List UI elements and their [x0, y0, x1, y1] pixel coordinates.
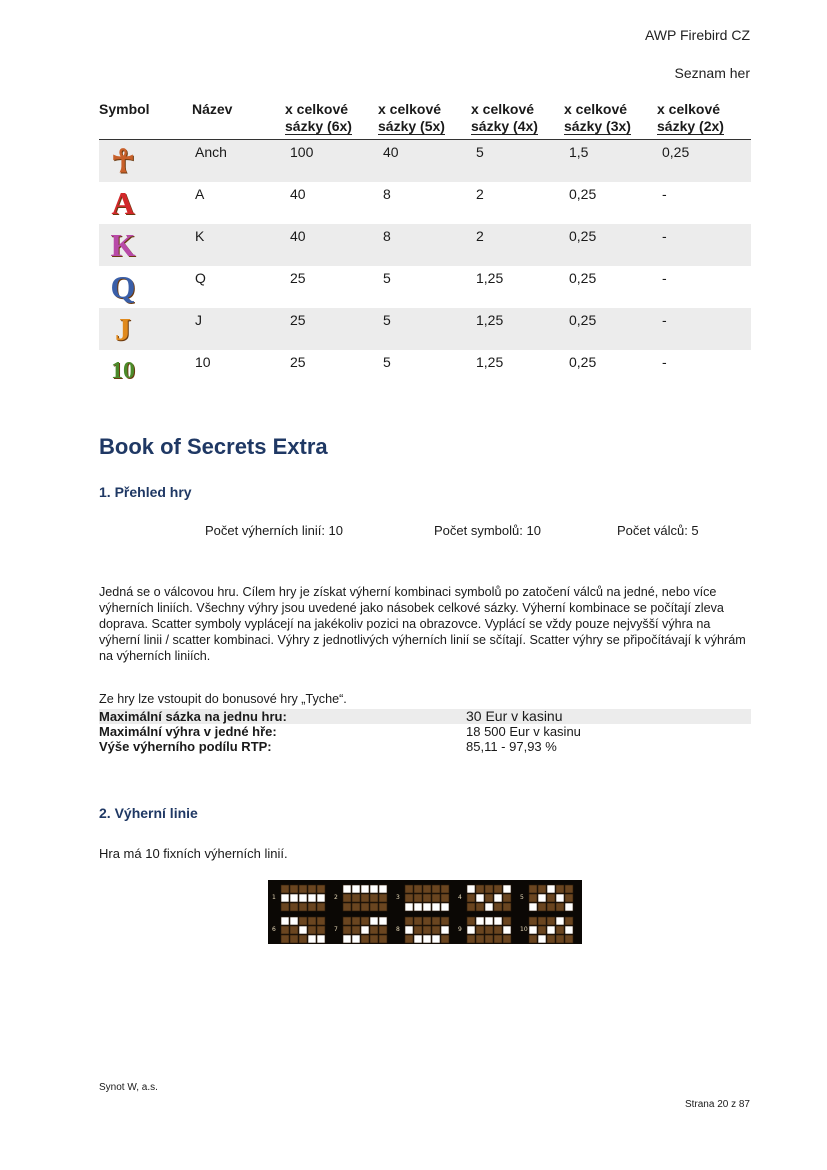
payline-cell-active [423, 935, 431, 943]
payout-v6: 25 [285, 308, 378, 350]
payline-cell [423, 885, 431, 893]
payout-v6: 40 [285, 224, 378, 266]
payout-v5: 40 [378, 140, 471, 183]
payline-cell-active [281, 894, 289, 902]
info-row [99, 724, 751, 739]
payline-cell [308, 885, 316, 893]
payline-cell-active [565, 926, 573, 934]
payline-cell-active [565, 903, 573, 911]
payline-cell [503, 894, 511, 902]
payline-cell [556, 903, 564, 911]
payline-cell-active [494, 894, 502, 902]
payout-v4: 2 [476, 186, 484, 202]
payline-cell [467, 903, 475, 911]
payline-cell [317, 903, 325, 911]
payline-cell [538, 926, 546, 934]
payline-cell [299, 885, 307, 893]
payline-cell [414, 926, 422, 934]
payline-cell-active [405, 926, 413, 934]
letter-j-icon: J [115, 310, 131, 347]
payline-cell [494, 885, 502, 893]
payline-cell-active [308, 894, 316, 902]
payline-cell [538, 917, 546, 925]
footer-company: Synot W, a.s. [99, 1082, 158, 1093]
letter-a-icon: A [111, 184, 135, 221]
payline-cell [308, 926, 316, 934]
payline-cell [476, 885, 484, 893]
payline-cell-active [361, 926, 369, 934]
payline-cell [529, 894, 537, 902]
payline-cell [503, 917, 511, 925]
payline-cell-active [538, 894, 546, 902]
payline-cell [538, 903, 546, 911]
payline-cell-active [538, 935, 546, 943]
payline-cell [556, 935, 564, 943]
lines-heading: 2. Výherní linie [99, 805, 198, 821]
paytable-row [99, 350, 751, 392]
payline-cell [343, 926, 351, 934]
symbol-cell [99, 224, 192, 266]
payout-v5: 8 [383, 186, 391, 202]
payline-cell [343, 903, 351, 911]
payline-cell-active [441, 903, 449, 911]
info-value: 18 500 Eur v kasinu [466, 724, 581, 739]
symbol-cell [99, 350, 192, 392]
payline-cell [317, 926, 325, 934]
symbol-cell [99, 266, 192, 308]
payline-cell [317, 917, 325, 925]
payline-cell [485, 926, 493, 934]
payline-cell [547, 903, 555, 911]
payline-number: 3 [396, 894, 400, 901]
payline-cell [343, 917, 351, 925]
payline-cell-active [556, 917, 564, 925]
payline-cell-active [467, 926, 475, 934]
col-3x: x celkové sázky (3x) [564, 101, 631, 134]
payline-cell [432, 926, 440, 934]
payline-cell [370, 926, 378, 934]
payline-cell-active [352, 885, 360, 893]
payline-cell-active [379, 885, 387, 893]
payline-cell-active [317, 894, 325, 902]
payline-cell [352, 926, 360, 934]
symbol-cell [99, 182, 192, 224]
col-2x: x celkové sázky (2x) [657, 101, 724, 134]
payout-v2: 0,25 [657, 140, 751, 183]
col-name: Název [192, 101, 233, 117]
footer-page: Strana 20 z 87 [684, 1099, 750, 1110]
payline-cell [405, 935, 413, 943]
payline-cell-active [343, 935, 351, 943]
payline-cell-active [494, 917, 502, 925]
info-label: Maximální sázka na jednu hru: [99, 709, 466, 724]
payline-cell [361, 894, 369, 902]
number-10-icon: 10 [111, 357, 135, 384]
payline-8 [396, 917, 449, 943]
payline-cell-active [370, 885, 378, 893]
payline-number: 8 [396, 926, 400, 933]
payout-v2: - [662, 354, 667, 370]
payline-cell-active [343, 885, 351, 893]
payline-cell-active [370, 917, 378, 925]
payline-cell [299, 935, 307, 943]
payout-v3: 0,25 [564, 224, 657, 266]
info-row [99, 709, 751, 724]
payline-cell [441, 935, 449, 943]
payline-cell [476, 935, 484, 943]
payline-cell [485, 935, 493, 943]
symbol-cell [99, 140, 192, 183]
payline-cell-active [503, 926, 511, 934]
payline-cell [547, 917, 555, 925]
payline-cell [485, 885, 493, 893]
payline-cell-active [317, 935, 325, 943]
payline-cell [529, 885, 537, 893]
payline-cell [370, 935, 378, 943]
info-value: 85,11 - 97,93 % [466, 739, 557, 754]
payline-cell [290, 935, 298, 943]
payline-cell [476, 926, 484, 934]
payline-cell [361, 935, 369, 943]
payline-cell [423, 926, 431, 934]
payline-cell [343, 894, 351, 902]
header-company: AWP Firebird CZ [644, 27, 750, 43]
info-row [99, 739, 751, 754]
col-symbol: Symbol [99, 101, 150, 117]
payline-cell [423, 894, 431, 902]
payline-cell [565, 935, 573, 943]
col-5x: x celkové sázky (5x) [378, 101, 445, 134]
payline-cell-active [467, 885, 475, 893]
stat-symbols: Počet symbolů: 10 [434, 523, 541, 538]
payout-v3: 1,5 [564, 140, 657, 183]
payout-v5: 5 [378, 308, 471, 350]
payline-cell [467, 935, 475, 943]
payline-9 [458, 917, 511, 943]
payline-cell [503, 903, 511, 911]
payline-cell [317, 885, 325, 893]
paytable-row [99, 224, 751, 266]
payline-cell [281, 903, 289, 911]
payline-cell-active [290, 894, 298, 902]
col-4x: x celkové sázky (4x) [471, 101, 538, 134]
payline-cell-active [414, 903, 422, 911]
symbol-name: Q [195, 270, 206, 286]
payout-v6: 25 [290, 270, 306, 286]
payline-cell [432, 917, 440, 925]
payline-cell [414, 885, 422, 893]
payline-cell-active [503, 885, 511, 893]
payline-number: 10 [520, 926, 528, 933]
payline-cell [281, 885, 289, 893]
payline-cell [290, 885, 298, 893]
symbol-name: 10 [195, 354, 211, 370]
paytable-row [99, 182, 751, 224]
payline-cell-active [379, 917, 387, 925]
payout-v4: 1,25 [471, 308, 564, 350]
payline-cell [565, 917, 573, 925]
payline-cell-active [529, 903, 537, 911]
payline-cell [281, 926, 289, 934]
payline-cell-active [352, 935, 360, 943]
payline-number: 5 [520, 894, 524, 901]
payline-cell-active [432, 903, 440, 911]
payline-cell [529, 917, 537, 925]
payline-cell [423, 917, 431, 925]
payline-number: 6 [272, 926, 276, 933]
col-6x: x celkové sázky (6x) [285, 101, 352, 134]
payline-cell-active [476, 917, 484, 925]
payout-v5: 5 [383, 270, 391, 286]
payline-cell-active [423, 903, 431, 911]
letter-k-icon: K [110, 226, 136, 263]
payline-cell [547, 894, 555, 902]
payline-cell [370, 894, 378, 902]
payline-cell [565, 894, 573, 902]
payline-cell [414, 917, 422, 925]
game-description: Jedná se o válcovou hru. Cílem hry je získat výherní kombinaci symbolů po zatočení válců na jedné, nebo více výherních liniích. Všechny výhry jsou uvedené jako násobek celkové sázky. Výherní kombinace se počítají zleva doprava. Scatter symboly vyplácejí na jakékoliv pozici na obrazovce. Vyplácí se vždy pouze nejvyšší výhra na výherní linii / scatter kombinaci. Výhry z jednotlivých výherních linií se sčítají. Scatter výhry se připočítávají k výhrám na výherních liniích. [99, 585, 746, 663]
payline-cell [352, 917, 360, 925]
lines-intro: Hra má 10 fixních výherních linií. [99, 846, 288, 861]
payout-v2: - [662, 270, 667, 286]
payline-cell [432, 894, 440, 902]
paytable-header-row [99, 101, 751, 140]
payline-cell [547, 935, 555, 943]
symbol-name: K [192, 224, 285, 266]
payout-v5: 5 [383, 354, 391, 370]
payline-cell [441, 894, 449, 902]
symbol-cell [99, 308, 192, 350]
payline-cell [361, 917, 369, 925]
payline-cell [299, 903, 307, 911]
payline-cell-active [556, 894, 564, 902]
payout-v4: 2 [471, 224, 564, 266]
payline-cell [494, 935, 502, 943]
payout-v4: 1,25 [476, 354, 504, 370]
payout-v2: - [657, 224, 751, 266]
payline-cell [538, 885, 546, 893]
payline-number: 2 [334, 894, 338, 901]
payline-cell [556, 926, 564, 934]
payout-v2: - [657, 308, 751, 350]
payline-cell [405, 894, 413, 902]
payline-cell-active [441, 926, 449, 934]
game-title: Book of Secrets Extra [99, 434, 328, 459]
paytable [99, 101, 751, 392]
payline-4 [458, 885, 511, 911]
payline-cell [379, 894, 387, 902]
payline-6 [272, 917, 325, 943]
payout-v5: 8 [378, 224, 471, 266]
payline-3 [396, 885, 449, 911]
payline-cell [405, 885, 413, 893]
symbol-name: J [192, 308, 285, 350]
info-label: Maximální výhra v jedné hře: [99, 724, 277, 739]
paytable-row [99, 266, 751, 308]
payline-cell [565, 885, 573, 893]
payline-cell [299, 917, 307, 925]
payline-cell-active [547, 885, 555, 893]
payline-number: 9 [458, 926, 462, 933]
payline-cell [432, 885, 440, 893]
header-section: Seznam her [674, 65, 750, 81]
payout-v4: 5 [471, 140, 564, 183]
payline-cell-active [405, 903, 413, 911]
payline-cell-active [281, 917, 289, 925]
payline-cell-active [547, 926, 555, 934]
payout-v2: - [662, 186, 667, 202]
payline-cell [405, 917, 413, 925]
payline-cell-active [414, 935, 422, 943]
paytable-row [99, 140, 751, 183]
payline-cell-active [308, 935, 316, 943]
payline-cell [494, 903, 502, 911]
payline-cell [485, 894, 493, 902]
payline-cell-active [361, 885, 369, 893]
payline-cell [379, 935, 387, 943]
payline-number: 1 [272, 894, 276, 901]
payline-cell [556, 885, 564, 893]
payline-cell [476, 903, 484, 911]
paylines-diagram [268, 880, 582, 944]
bonus-text: Ze hry lze vstoupit do bonusové hry „Tyche“. [99, 692, 347, 706]
payline-cell-active [485, 917, 493, 925]
payout-v4: 1,25 [476, 270, 504, 286]
payout-v6: 25 [290, 354, 306, 370]
payline-cell [379, 903, 387, 911]
info-label: Výše výherního podílu RTP: [99, 739, 272, 754]
payline-cell [529, 935, 537, 943]
payout-v3: 0,25 [569, 354, 597, 370]
payout-v6: 40 [290, 186, 306, 202]
payline-cell-active [299, 894, 307, 902]
payline-number: 7 [334, 926, 338, 933]
paytable-row [99, 308, 751, 350]
payline-cell [503, 935, 511, 943]
payline-cell [352, 894, 360, 902]
payout-v3: 0,25 [569, 270, 597, 286]
payline-cell-active [485, 903, 493, 911]
payline-cell-active [432, 935, 440, 943]
payline-7 [334, 917, 387, 943]
payline-cell [379, 926, 387, 934]
payline-cell [308, 917, 316, 925]
payline-number: 4 [458, 894, 462, 901]
payline-cell [290, 926, 298, 934]
payline-cell [467, 894, 475, 902]
stat-reels: Počet válců: 5 [617, 523, 699, 538]
payline-cell [352, 903, 360, 911]
payline-cell [467, 917, 475, 925]
payline-cell [281, 935, 289, 943]
payline-2 [334, 885, 387, 911]
payline-cell [308, 903, 316, 911]
game-info-table [99, 709, 751, 754]
payout-v3: 0,25 [569, 186, 597, 202]
symbol-name: Anch [192, 140, 285, 183]
payout-v6: 100 [285, 140, 378, 183]
payline-cell [441, 885, 449, 893]
letter-q-icon: Q [110, 268, 136, 305]
payline-cell [361, 903, 369, 911]
ankh-icon: ☥ [111, 143, 135, 179]
payout-v3: 0,25 [564, 308, 657, 350]
payline-10 [520, 917, 573, 943]
overview-heading: 1. Přehled hry [99, 484, 192, 500]
info-value: 30 Eur v kasinu [466, 709, 751, 724]
payline-cell-active [290, 917, 298, 925]
payline-cell [290, 903, 298, 911]
stat-lines: Počet výherních linií: 10 [205, 523, 344, 538]
payline-cell [370, 903, 378, 911]
payline-cell-active [529, 926, 537, 934]
payline-cell-active [299, 926, 307, 934]
payline-1 [272, 885, 325, 911]
payline-cell [414, 894, 422, 902]
symbol-name: A [195, 186, 205, 202]
payline-cell [494, 926, 502, 934]
payline-cell [441, 917, 449, 925]
payline-cell-active [476, 894, 484, 902]
payline-5 [520, 885, 573, 911]
